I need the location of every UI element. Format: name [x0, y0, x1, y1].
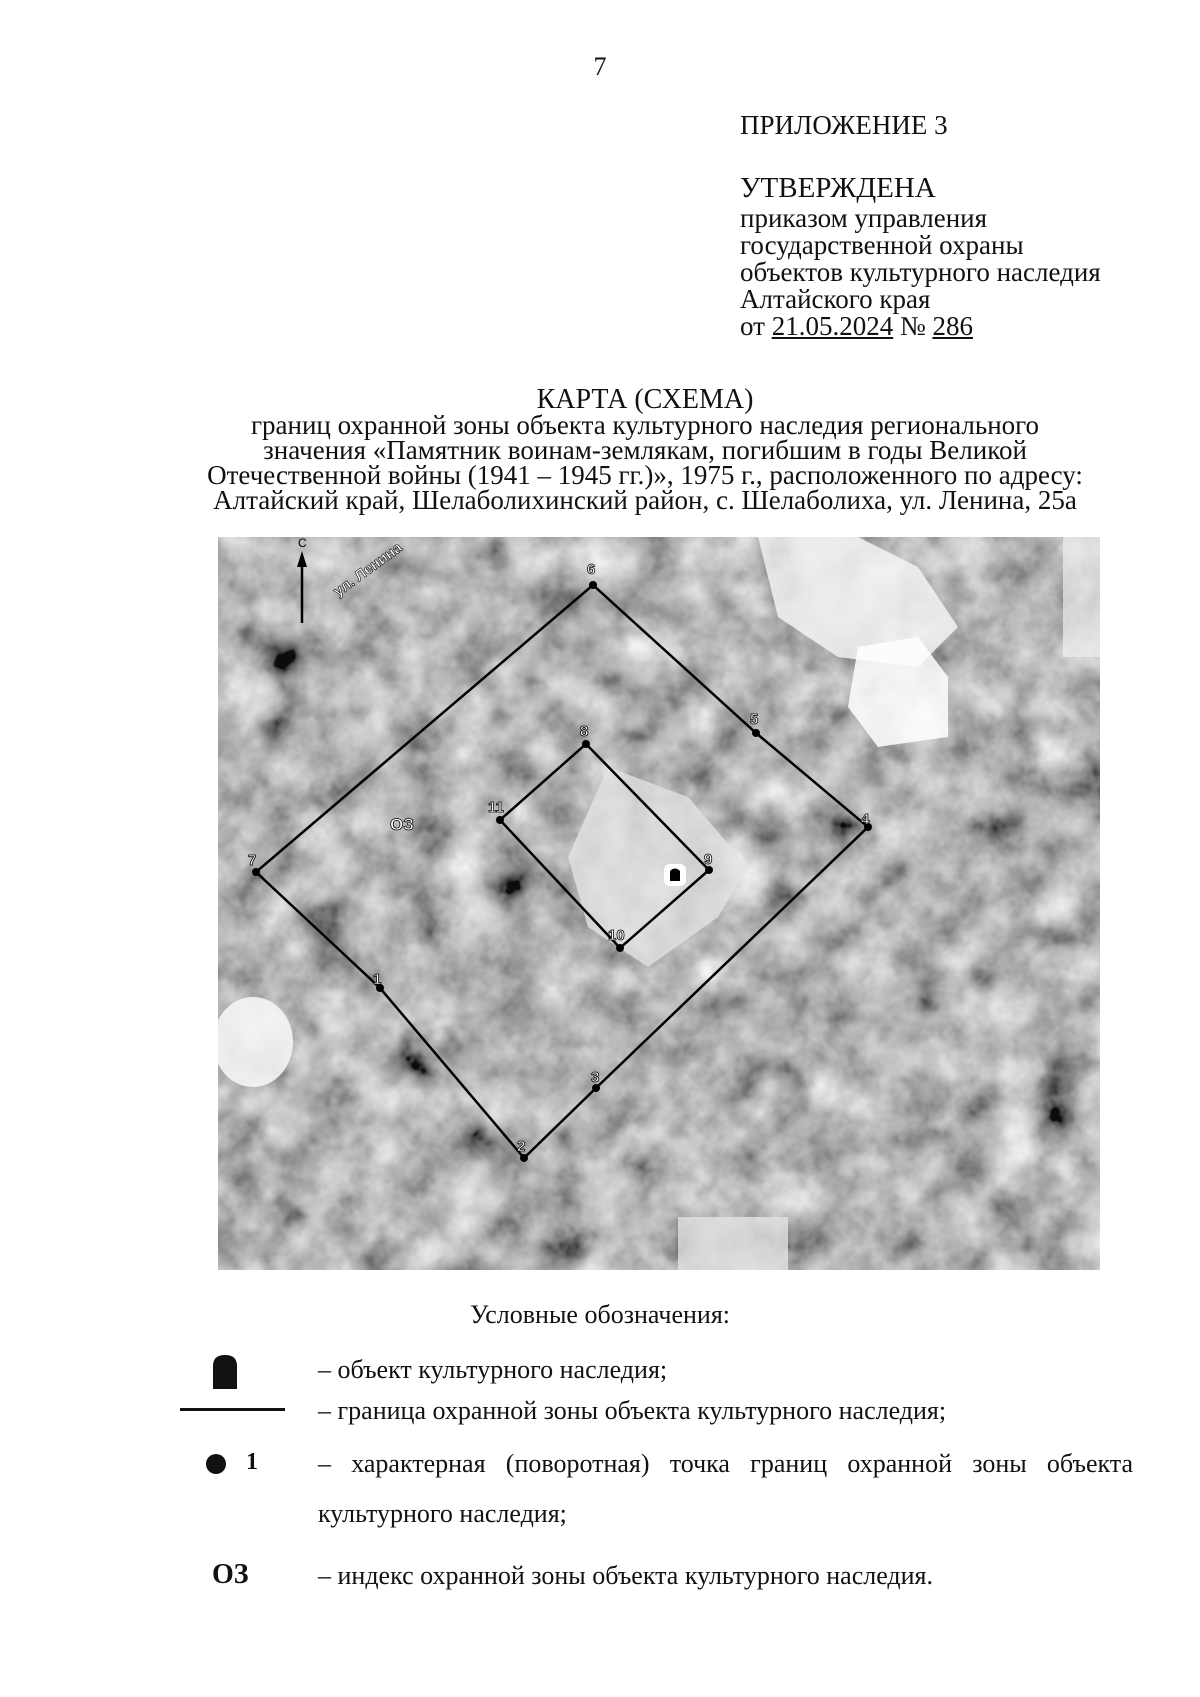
north-label: С [298, 537, 307, 550]
approval-date-line [740, 310, 1101, 341]
monument-icon [670, 869, 680, 882]
svg-text:3: 3 [591, 1069, 600, 1086]
svg-text:10: 10 [608, 927, 625, 944]
title-line: Отечественной войны (1941 – 1945 гг.)», 1975 г., расположенного по адресу: [207, 460, 1083, 491]
approval-number: 286 [932, 310, 973, 341]
light-patch [1063, 537, 1100, 657]
document-title [150, 384, 1140, 516]
page-number: 7 [593, 52, 607, 81]
approval-line: приказом управления [740, 202, 988, 233]
legend-boundary-text: – граница охранной зоны объекта культурного наследия; [318, 1396, 947, 1425]
point-9 [704, 851, 713, 874]
street-label: ул. Ленина [330, 539, 406, 601]
legend-zone-text: – индекс охранной зоны объекта культурного наследия. [318, 1561, 934, 1590]
svg-text:11: 11 [488, 799, 504, 816]
approval-line: Алтайского края [740, 283, 931, 314]
approved-label: УТВЕРЖДЕНА [740, 172, 936, 204]
zone-label: ОЗ [390, 815, 414, 834]
title-heading: КАРТА (СХЕМА) [536, 384, 754, 415]
title-line: границ охранной зоны объекта культурного наследия регионального [250, 410, 1040, 441]
title-line: значения «Памятник воинам-землякам, погибшим в годы Великой [263, 435, 1027, 466]
point-symbol-dot [206, 1454, 226, 1474]
date-prefix: от [740, 310, 765, 341]
svg-text:6: 6 [587, 561, 596, 578]
svg-text:8: 8 [580, 723, 589, 740]
number-sign: № [899, 310, 926, 341]
light-patch [678, 1217, 788, 1270]
title-line: Алтайский край, Шелаболихинский район, с. Шелаболиха, ул. Ленина, 25а [213, 485, 1077, 516]
approval-line: объектов культурного наследия [740, 256, 1101, 287]
zone-index-symbol: ОЗ [212, 1559, 249, 1590]
approval-block [740, 112, 1101, 340]
legend-point-text-2: культурного наследия; [318, 1499, 567, 1528]
boundary-line-symbol [180, 1408, 285, 1411]
point-3 [591, 1069, 600, 1092]
svg-text:2: 2 [517, 1138, 526, 1155]
legend-point-text-1: – характерная (поворотная) точка границ охранной зоны объекта [318, 1449, 1133, 1478]
legend-title: Условные обозначения: [469, 1300, 731, 1329]
appendix-label: ПРИЛОЖЕНИЕ 3 [740, 110, 948, 140]
svg-text:5: 5 [750, 711, 759, 728]
monument-icon [210, 1355, 240, 1389]
svg-text:7: 7 [248, 852, 257, 869]
svg-text:4: 4 [861, 811, 870, 828]
point-symbol-number: 1 [246, 1449, 258, 1475]
approval-date: 21.05.2024 [771, 310, 894, 341]
legend-object-text: – объект культурного наследия; [318, 1355, 668, 1384]
scheme-map [218, 537, 1100, 1270]
approval-line: государственной охраны [740, 229, 1024, 260]
svg-text:9: 9 [704, 851, 713, 868]
svg-text:1: 1 [373, 971, 382, 988]
